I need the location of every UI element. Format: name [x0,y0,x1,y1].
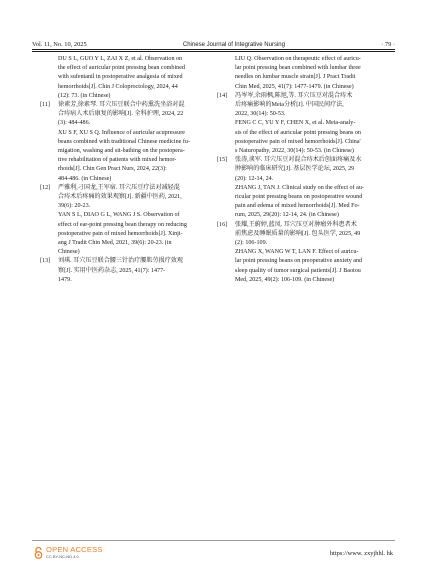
reference-number: [13] [40,258,51,265]
running-header [32,36,395,48]
header-rule-thin [32,51,395,52]
reference-column-right [217,55,393,285]
reference-line: with sufentanil in postoperative analgesia of mixed [58,74,183,81]
reference-line: rum, 2025, 29(20): 12-14, 24. (in Chinese) [235,212,339,219]
reference-line: sis of the effect of auricular point pressing beans on [235,129,361,136]
reference-line: beans combined with traditional Chinese medicine fu- [58,138,190,145]
reference-number: [16] [217,221,228,228]
reference-line: 肿影响的临床研究[J]. 基层医学论坛, 2025, 29 [235,166,355,173]
reference-line: XU S F, XU S Q. Influence of auricular acupressure [58,129,185,136]
header-rule [32,49,395,50]
journal-title: Chinese Journal of Integrative Nursing [182,42,285,48]
reference-line: s Naturopathy, 2022, 30(14): 50-53. (in Chinese) [235,148,354,155]
reference-line: lar point pressing beans on preoperative anxiety and [235,258,363,265]
reference-line: effect of ear-point pressing bean therapy on reducing [58,221,187,228]
reference-entry [217,221,393,285]
reference-entry [40,55,216,101]
reference-line: Chin Med, 2025, 41(7): 1477-1479. (in Chinese) [235,83,354,90]
reference-line: 484-486. (in Chinese) [58,175,112,182]
reference-line: the effect of auricular point pressing bean combined [58,65,185,72]
reference-line: pain and edema of mixed hemorrhoids[J]. Med Fo- [235,203,360,210]
open-access-lock-icon [34,547,43,559]
reference-line: ZHANG X, WANG W T, LAN F. Effect of auricu- [235,249,359,256]
reference-line: 前焦虑及睡眠质量的影响[J]. 包头医学, 2025, 49 [235,230,361,237]
open-access-label: OPEN ACCESS [46,545,103,554]
reference-line: hemorrhoids[J]. Chin J Coloproctology, 2024, 44 [58,83,178,90]
reference-line: 严雅利,刁国龙,王军宿. 耳穴压豆疗法对减轻混 [58,184,180,191]
reference-number: [11] [40,102,50,109]
reference-line: 徐素芳,徐素琴. 耳穴压豆联合中药熏洗坐浴对混 [58,102,185,109]
reference-line: 张涛,谈军. 耳穴压豆对混合痔术后创面疼痛及水 [235,157,362,164]
reference-line: (20): 12-14, 24. [235,175,274,182]
reference-line: ang J Tradit Chin Med, 2021, 39(6): 20-23. (in [58,240,172,247]
reference-column-left [40,55,216,285]
reference-line: 2022, 30(14): 50-53. [235,111,286,118]
reference-line: tive rehabilitation of patients with mixed hemor- [58,157,177,164]
reference-line: postoperative pain of mixed hemorrhoids[J]. China' [235,138,361,145]
reference-line: 合痔病人术后康复的影响[J]. 全科护理, 2024, 22 [58,111,184,118]
reference-line: (2): 106-109. [235,240,268,247]
reference-line: DU S L, GUO Y L, ZAI X Z, et al. Observation on [58,56,183,62]
reference-entry [40,101,216,184]
reference-entry [217,55,393,92]
reference-line: 39(6): 20-23. [58,203,91,210]
reference-line: (3): 484-486. [58,120,91,127]
reference-line: lar point pressing bean combined with lumbar three [235,65,361,72]
reference-line: sleep quality of tumor surgical patients[J]. J Baotou [235,267,361,274]
reference-line: postoperative pain of mixed hemorrhoids[J]. Xinji- [58,230,183,237]
reference-line: LIU Q. Observation on therapeutic effect of auricu- [235,56,361,62]
reference-line: FENG C C, YU Y F, CHEN X, et al. Meta-analy- [235,120,356,127]
reference-line: 合痔术后疼痛的效果观察[J]. 新疆中医药, 2021, [58,194,182,201]
reference-line: 冯岑岑,余雨枫,陈旭,等. 耳穴压豆对混合痔术 [235,92,353,99]
reference-entry [217,156,393,220]
reference-number: [14] [217,92,228,99]
reference-entry [217,92,393,156]
open-access-badge[interactable] [34,546,103,559]
reference-line: ricular point pressing beans on postoperative wound [235,194,363,201]
license-label: CC BY-NC-ND 4.0 [46,554,79,559]
reference-line: Med, 2025, 49(2): 106-109. (in Chinese) [235,276,335,283]
reference-line: migation, washing and sit-bathing on the postopera- [58,148,185,155]
reference-entry [40,184,216,258]
reference-number: [15] [217,157,228,164]
reference-line: YAN S L, DIAO G L, WANG J S. Observation of [58,212,180,219]
reference-line: 张耀,王蔚婷,蓝凤. 耳穴压豆对肿瘤外科患者术 [235,221,357,228]
page-number: · 79 · [381,41,395,48]
reference-number: [12] [40,184,51,191]
reference-line: rhoids[J]. Chin Gen Pract Nurs, 2024, 22(3): [58,166,167,173]
reference-line: 察[J]. 实用中医药杂志, 2025, 41(7): 1477- [58,267,166,274]
reference-line: (12): 73. (in Chinese) [58,92,111,99]
reference-line: ZHANG J, TAN J. Clinical study on the effect of au- [235,184,364,191]
reference-line: needles on lumbar muscle strain[J]. J Pract Tradit [235,74,356,81]
reference-line: Chinese) [58,249,80,256]
reference-line: 1479. [58,276,72,283]
journal-volume: Vol. 11, No. 10, 2025 [32,41,87,48]
reference-line: 刘琪. 耳穴压豆联合腰三针治疗腰肌劳损疗效观 [58,258,183,265]
footer-rule [32,540,395,541]
reference-entry [40,257,216,285]
reference-line: 后疼痛影响的Meta分析[J]. 中国民间疗法, [235,102,344,109]
journal-url-link[interactable]: https://www. zxyjhhl. hk [329,550,393,557]
